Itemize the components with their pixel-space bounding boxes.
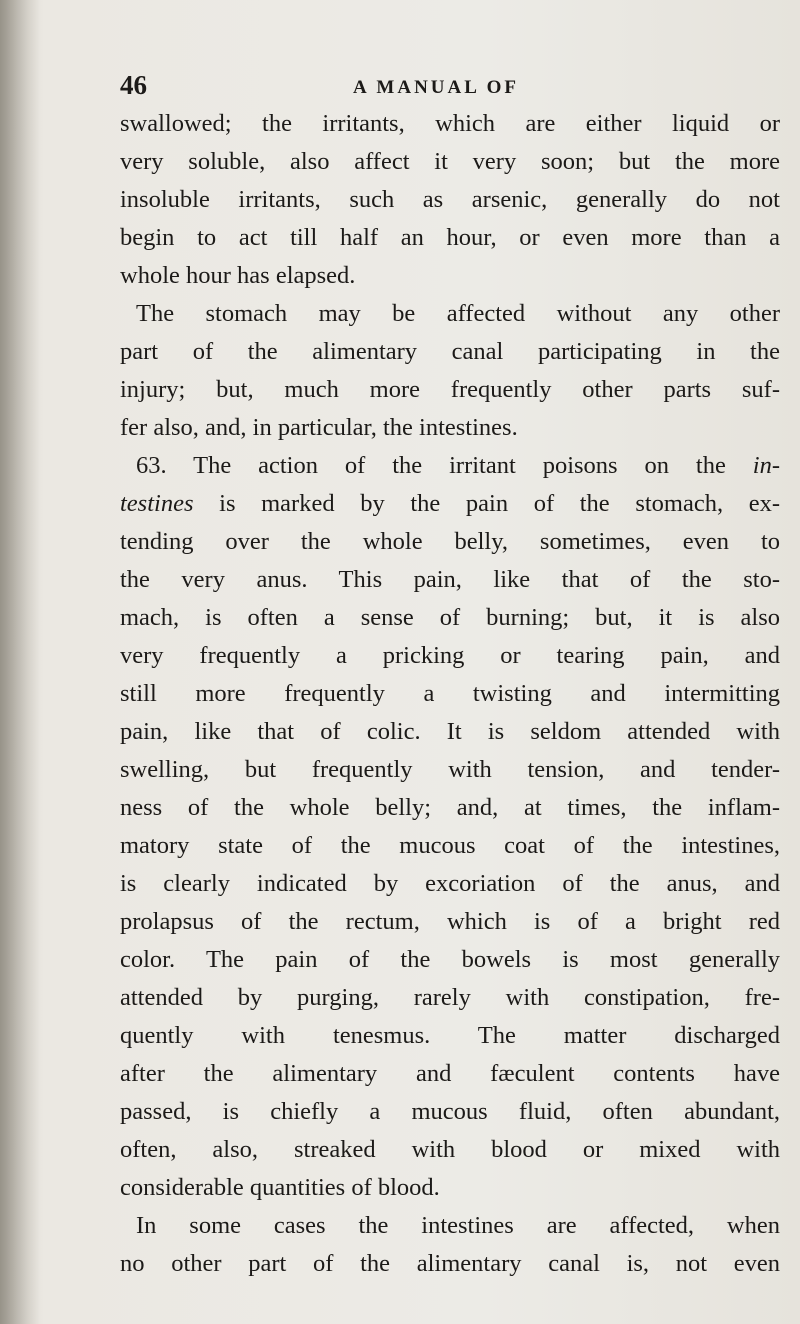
page-number: 46 [120,70,147,100]
text-run: injury; but, much more frequently other parts suf- [120,376,780,403]
text-run: tending over the whole belly, sometimes, even to [120,528,780,555]
text-run: begin to act till half an hour, or even more than a [120,224,780,251]
text-run: passed, is chiefly a mucous fluid, often abundant, [120,1098,780,1125]
text-line [120,485,780,523]
text-run: very frequently a pricking or tearing pain, and [120,642,780,669]
body-text [120,105,780,1283]
text-line [120,219,780,257]
text-line [120,1055,780,1093]
text-run: considerable quantities of blood. [120,1174,440,1201]
text-run: attended by purging, rarely with constipation, fre- [120,984,780,1011]
binding-gutter-shadow [0,0,40,1324]
running-head: A MANUAL OF [353,77,519,98]
text-line [120,713,780,751]
text-run: 63. The action of the irritant poisons on the [136,452,753,479]
text-run: color. The pain of the bowels is most generally [120,946,780,973]
text-line [120,561,780,599]
text-run: swallowed; the irritants, which are either liquid or [120,110,780,137]
text-run: no other part of the alimentary canal is, not even [120,1250,780,1277]
text-run: prolapsus of the rectum, which is of a bright red [120,908,780,935]
text-run: The stomach may be affected without any other [136,300,780,327]
text-line [120,371,780,409]
text-line [120,295,780,333]
text-line [120,637,780,675]
italic-text: testines [120,490,194,517]
text-line [120,409,780,447]
text-run: very soluble, also affect it very soon; but the more [120,148,780,175]
text-line [120,1207,780,1245]
text-line [120,143,780,181]
text-line [120,865,780,903]
text-run: pain, like that of colic. It is seldom attended with [120,718,780,745]
text-line [120,979,780,1017]
text-line [120,333,780,371]
text-run: matory state of the mucous coat of the intestines, [120,832,780,859]
text-line [120,181,780,219]
text-line [120,789,780,827]
text-line [120,599,780,637]
text-run: swelling, but frequently with tension, and tender- [120,756,780,783]
text-run: still more frequently a twisting and intermitting [120,680,780,707]
text-line [120,1245,780,1283]
page-header [120,70,780,110]
text-line [120,1017,780,1055]
text-line [120,941,780,979]
text-run: fer also, and, in particular, the intestines. [120,414,518,441]
text-line [120,675,780,713]
text-line [120,447,780,485]
text-line [120,827,780,865]
text-run: In some cases the intestines are affected, when [136,1212,780,1239]
text-run: after the alimentary and fæculent contents have [120,1060,780,1087]
text-run: whole hour has elapsed. [120,262,356,289]
italic-text: in- [752,452,780,479]
text-run: is marked by the pain of the stomach, ex- [193,490,780,517]
text-run: ness of the whole belly; and, at times, the inflam- [120,794,780,821]
text-run: is clearly indicated by excoriation of the anus, and [120,870,780,897]
text-line [120,903,780,941]
text-line [120,105,780,143]
text-line [120,257,780,295]
text-run: the very anus. This pain, like that of the sto- [120,566,780,593]
text-line [120,751,780,789]
text-run: mach, is often a sense of burning; but, it is also [120,604,780,631]
text-line [120,1131,780,1169]
text-line [120,1093,780,1131]
text-run: insoluble irritants, such as arsenic, generally do not [120,186,780,213]
text-run: quently with tenesmus. The matter discharged [120,1022,780,1049]
text-run: often, also, streaked with blood or mixed with [120,1136,780,1163]
text-run: part of the alimentary canal participating in the [120,338,780,365]
text-line [120,1169,780,1207]
text-line [120,523,780,561]
